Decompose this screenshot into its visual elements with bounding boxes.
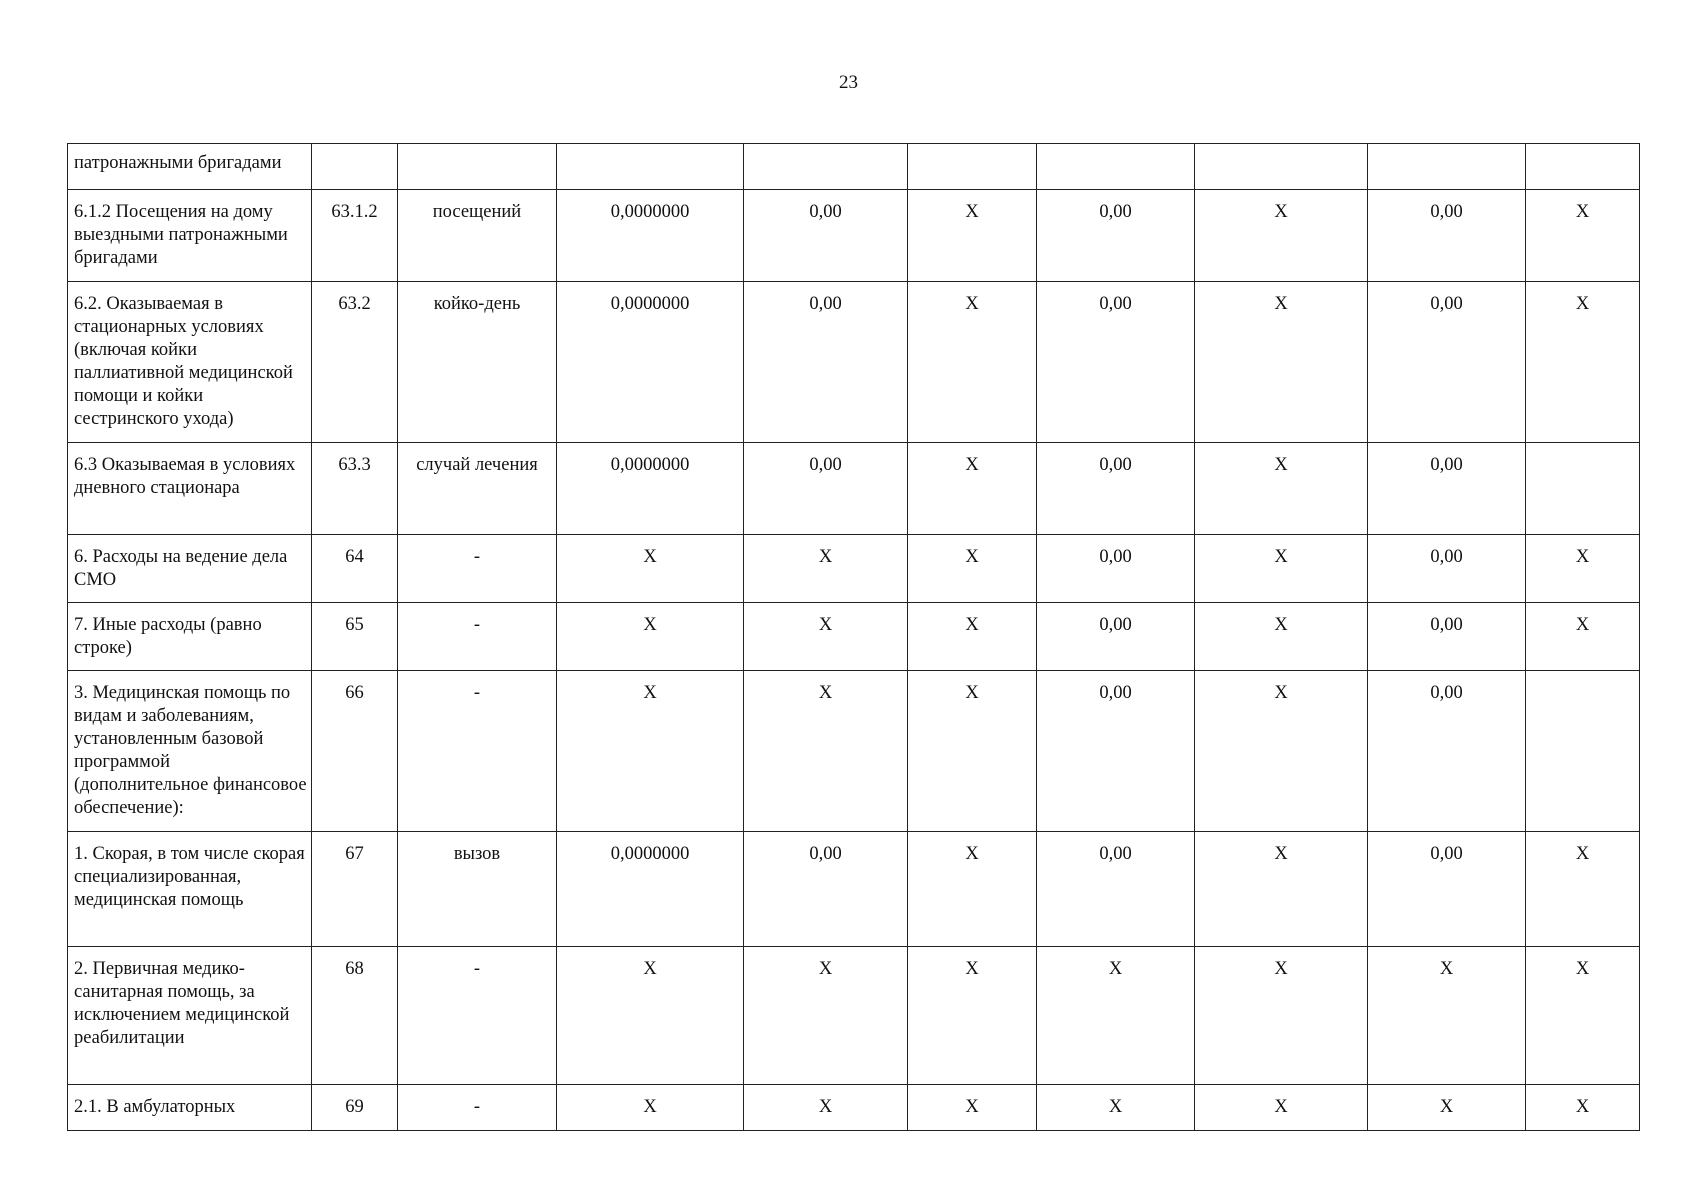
value-cell: 0,0000000: [557, 832, 744, 947]
value-cell: 0,00: [1037, 671, 1195, 832]
value-cell: X: [1368, 947, 1526, 1085]
value-cell: 0,00: [1037, 282, 1195, 443]
unit-cell: -: [398, 1085, 557, 1131]
value-cell: X: [557, 603, 744, 671]
row-name-cell: 6.3 Оказываемая в условиях дневного стационара: [68, 443, 312, 535]
value-cell: X: [1526, 282, 1640, 443]
row-code-cell: 63.1.2: [312, 190, 398, 282]
value-cell: X: [1195, 832, 1368, 947]
value-cell: 0,00: [1037, 832, 1195, 947]
row-code-cell: [312, 144, 398, 190]
value-cell: X: [908, 671, 1037, 832]
value-cell: X: [557, 535, 744, 603]
table-row: [68, 443, 1640, 535]
value-cell: X: [1037, 1085, 1195, 1131]
value-cell: [1526, 671, 1640, 832]
table-row: [68, 190, 1640, 282]
value-cell: X: [557, 1085, 744, 1131]
value-cell: X: [1195, 282, 1368, 443]
value-cell: X: [908, 282, 1037, 443]
value-cell: [1526, 443, 1640, 535]
row-name-cell: 3. Медицинская помощь по видам и заболеваниям, установленным базовой программой (дополнительное финансовое обеспечение):: [68, 671, 312, 832]
value-cell: [1195, 144, 1368, 190]
value-cell: X: [1526, 535, 1640, 603]
row-code-cell: 63.2: [312, 282, 398, 443]
value-cell: X: [908, 535, 1037, 603]
value-cell: X: [1526, 832, 1640, 947]
value-cell: X: [1526, 947, 1640, 1085]
row-code-cell: 63.3: [312, 443, 398, 535]
value-cell: X: [1526, 190, 1640, 282]
value-cell: 0,00: [1368, 535, 1526, 603]
table-row: [68, 144, 1640, 190]
value-cell: X: [557, 671, 744, 832]
value-cell: 0,00: [1037, 535, 1195, 603]
value-cell: X: [557, 947, 744, 1085]
unit-cell: -: [398, 603, 557, 671]
table-row: [68, 1085, 1640, 1131]
row-code-cell: 67: [312, 832, 398, 947]
value-cell: 0,0000000: [557, 282, 744, 443]
table-row: [68, 947, 1640, 1085]
value-cell: X: [908, 603, 1037, 671]
table-row: [68, 832, 1640, 947]
value-cell: 0,00: [744, 282, 908, 443]
value-cell: X: [908, 190, 1037, 282]
unit-cell: посещений: [398, 190, 557, 282]
table-row: [68, 603, 1640, 671]
value-cell: [1526, 144, 1640, 190]
value-cell: X: [908, 443, 1037, 535]
row-name-cell: 2. Первичная медико-санитарная помощь, за исключением медицинской реабилитации: [68, 947, 312, 1085]
value-cell: X: [1195, 443, 1368, 535]
value-cell: X: [1526, 1085, 1640, 1131]
value-cell: X: [744, 603, 908, 671]
value-cell: X: [1526, 603, 1640, 671]
value-cell: [744, 144, 908, 190]
value-cell: X: [1037, 947, 1195, 1085]
table-row: [68, 282, 1640, 443]
row-name-cell: 7. Иные расходы (равно строке): [68, 603, 312, 671]
page-number: 23: [839, 72, 858, 93]
value-cell: 0,00: [744, 832, 908, 947]
value-cell: 0,00: [1368, 190, 1526, 282]
value-cell: X: [1195, 603, 1368, 671]
row-name-cell: 2.1. В амбулаторных: [68, 1085, 312, 1131]
value-cell: 0,00: [744, 443, 908, 535]
row-name-cell: 6.2. Оказываемая в стационарных условиях (включая койки паллиативной медицинской помощи и койки сестринского ухода): [68, 282, 312, 443]
value-cell: X: [744, 1085, 908, 1131]
value-cell: X: [1195, 671, 1368, 832]
unit-cell: койко-день: [398, 282, 557, 443]
value-cell: 0,0000000: [557, 190, 744, 282]
value-cell: X: [908, 947, 1037, 1085]
row-code-cell: 69: [312, 1085, 398, 1131]
row-code-cell: 64: [312, 535, 398, 603]
unit-cell: -: [398, 947, 557, 1085]
value-cell: X: [744, 535, 908, 603]
row-name-cell: 1. Скорая, в том числе скорая специализированная, медицинская помощь: [68, 832, 312, 947]
value-cell: 0,0000000: [557, 443, 744, 535]
value-cell: X: [1195, 190, 1368, 282]
table-row: [68, 671, 1640, 832]
row-name-cell: 6.1.2 Посещения на дому выездными патронажными бригадами: [68, 190, 312, 282]
value-cell: 0,00: [1368, 671, 1526, 832]
row-code-cell: 65: [312, 603, 398, 671]
unit-cell: -: [398, 535, 557, 603]
value-cell: X: [1368, 1085, 1526, 1131]
value-cell: [1368, 144, 1526, 190]
row-name-cell: 6. Расходы на ведение дела СМО: [68, 535, 312, 603]
value-cell: X: [1195, 1085, 1368, 1131]
value-cell: X: [908, 832, 1037, 947]
value-cell: [1037, 144, 1195, 190]
value-cell: X: [908, 1085, 1037, 1131]
value-cell: X: [1195, 535, 1368, 603]
data-table: [67, 143, 1640, 1131]
unit-cell: [398, 144, 557, 190]
row-name-cell: патронажными бригадами: [68, 144, 312, 190]
value-cell: 0,00: [1037, 443, 1195, 535]
value-cell: X: [744, 671, 908, 832]
value-cell: 0,00: [1037, 603, 1195, 671]
value-cell: 0,00: [1368, 282, 1526, 443]
value-cell: 0,00: [1037, 190, 1195, 282]
value-cell: 0,00: [744, 190, 908, 282]
value-cell: 0,00: [1368, 832, 1526, 947]
table-row: [68, 535, 1640, 603]
value-cell: [908, 144, 1037, 190]
row-code-cell: 66: [312, 671, 398, 832]
unit-cell: случай лечения: [398, 443, 557, 535]
row-code-cell: 68: [312, 947, 398, 1085]
value-cell: [557, 144, 744, 190]
value-cell: X: [1195, 947, 1368, 1085]
value-cell: 0,00: [1368, 603, 1526, 671]
unit-cell: -: [398, 671, 557, 832]
unit-cell: вызов: [398, 832, 557, 947]
value-cell: 0,00: [1368, 443, 1526, 535]
value-cell: X: [744, 947, 908, 1085]
